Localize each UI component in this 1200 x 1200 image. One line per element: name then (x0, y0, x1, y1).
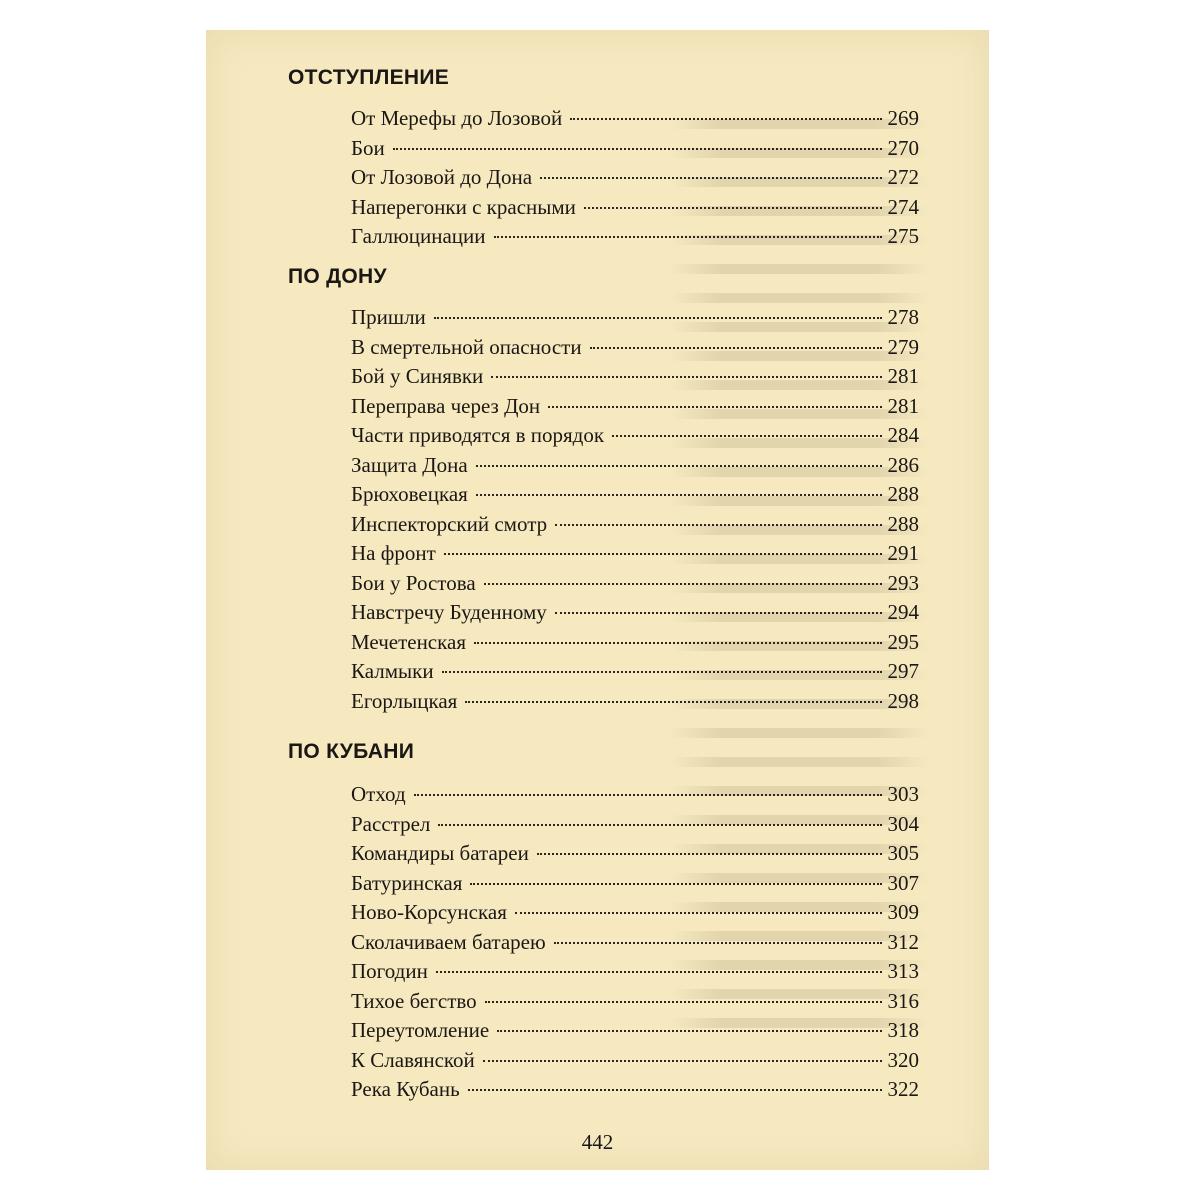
dot-leader (555, 612, 882, 614)
dot-leader (470, 883, 881, 885)
toc-entry (351, 928, 919, 958)
toc-entry (351, 163, 919, 193)
toc-entry (351, 1046, 919, 1076)
toc-entry-title: Бои (351, 135, 385, 160)
toc-entry (351, 451, 919, 481)
toc-entry-title: Батуринская (351, 870, 463, 895)
toc-entry (351, 1075, 919, 1105)
dot-leader (612, 435, 881, 437)
book-page (206, 30, 989, 1170)
toc-entry-page-number: 307 (887, 870, 919, 895)
toc-entry (351, 898, 919, 928)
toc-entry-title: Брюховецкая (351, 482, 468, 506)
toc-entry-page-number: 279 (887, 334, 919, 359)
toc-entry-title: На фронт (351, 541, 436, 565)
toc-entry-title: К Славянской (351, 1047, 475, 1072)
toc-entry-page-number: 293 (887, 570, 919, 595)
toc-entry-title: Погодин (351, 959, 428, 983)
dot-leader (436, 971, 882, 973)
dot-leader (555, 524, 881, 526)
toc-entry (351, 104, 919, 134)
toc-entry (351, 303, 919, 333)
toc-entry-page-number: 295 (887, 629, 919, 654)
section-title: ПО КУБАНИ (288, 740, 415, 763)
dot-leader (537, 853, 882, 855)
toc-entry-page-number: 269 (887, 106, 919, 130)
toc-entry-title: Бои у Ростова (351, 570, 476, 595)
section-entries (351, 104, 919, 252)
toc-entry-page-number: 309 (887, 900, 919, 924)
toc-entry-page-number: 291 (887, 541, 919, 565)
dot-leader (442, 671, 882, 673)
dot-leader (491, 376, 881, 378)
toc-entry (351, 193, 919, 223)
toc-entry-title: Егорлыцкая (351, 688, 458, 713)
dot-leader (485, 1001, 882, 1003)
toc-entry (351, 333, 919, 363)
toc-entry-title: В смертельной опасности (351, 334, 582, 359)
toc-entry-title: Расстрел (351, 811, 431, 836)
toc-entry (351, 569, 919, 599)
toc-entry-title: Переправа через Дон (351, 393, 541, 418)
toc-entry-page-number: 320 (887, 1047, 919, 1072)
toc-entry-title: Мечетенская (351, 629, 466, 654)
toc-entry (351, 598, 919, 628)
dot-leader (584, 207, 882, 209)
toc-entry-title: Инспекторский смотр (351, 511, 548, 536)
dot-leader (476, 494, 882, 496)
toc-entry (351, 810, 919, 840)
toc-entry-page-number: 278 (887, 305, 919, 329)
toc-entry-title: Калмыки (351, 659, 434, 683)
toc-entry-title: От Лозовой до Дона (351, 165, 533, 189)
toc-entry-title: Галлюцинации (351, 224, 486, 248)
toc-entry-page-number: 313 (887, 959, 919, 983)
dot-leader (414, 794, 882, 796)
dot-leader (434, 317, 882, 319)
toc-entry-title: От Мерефы до Лозовой (351, 106, 563, 130)
dot-leader (515, 912, 882, 914)
toc-entry (351, 222, 919, 252)
toc-entry (351, 421, 919, 451)
toc-entry-page-number: 281 (887, 393, 919, 418)
toc-entry-title: Река Кубань (351, 1077, 460, 1101)
toc-entry-title: Переутомление (351, 1018, 490, 1042)
table-of-contents (206, 30, 989, 1170)
toc-entry-page-number: 322 (887, 1077, 919, 1101)
toc-entry-title: Тихое бегство (351, 988, 477, 1013)
dot-leader (438, 824, 881, 826)
dot-leader (540, 177, 881, 179)
dot-leader (590, 347, 882, 349)
toc-entry-title: Части приводятся в порядок (351, 423, 605, 447)
toc-entry-page-number: 288 (887, 511, 919, 536)
dot-leader (474, 642, 882, 644)
toc-entry-page-number: 272 (887, 165, 919, 189)
section-entries (351, 303, 919, 716)
toc-entry (351, 839, 919, 869)
toc-entry (351, 134, 919, 164)
page-number: 442 (581, 1130, 614, 1154)
toc-entry-title: Сколачиваем батарею (351, 929, 546, 954)
toc-entry (351, 628, 919, 658)
toc-entry (351, 780, 919, 810)
dot-leader (483, 1060, 882, 1062)
toc-entry-title: Отход (351, 782, 406, 806)
toc-entry-title: Бой у Синявки (351, 364, 484, 388)
dot-leader (570, 118, 881, 120)
dot-leader (393, 148, 882, 150)
toc-entry-title: Навстречу Буденному (351, 600, 547, 624)
toc-entry-page-number: 286 (887, 452, 919, 477)
toc-entry-page-number: 281 (887, 364, 919, 388)
toc-entry (351, 957, 919, 987)
toc-entry-title: Защита Дона (351, 452, 468, 477)
toc-entry (351, 510, 919, 540)
toc-entry-title: Ново-Корсунская (351, 900, 507, 924)
toc-entry-page-number: 316 (887, 988, 919, 1013)
toc-entry (351, 480, 919, 510)
toc-entry (351, 1016, 919, 1046)
toc-entry-page-number: 303 (887, 782, 919, 806)
toc-entry (351, 392, 919, 422)
toc-entry-page-number: 298 (887, 688, 919, 713)
dot-leader (497, 1030, 881, 1032)
dot-leader (465, 701, 881, 703)
toc-entry-page-number: 288 (887, 482, 919, 506)
dot-leader (494, 236, 882, 238)
toc-entry (351, 687, 919, 717)
toc-entry-page-number: 305 (887, 841, 919, 865)
toc-entry-page-number: 270 (887, 135, 919, 160)
toc-entry-title: Наперегонки с красными (351, 194, 576, 219)
toc-entry-page-number: 274 (887, 194, 919, 219)
toc-entry-page-number: 284 (887, 423, 919, 447)
toc-entry-page-number: 294 (887, 600, 919, 624)
section-title: ОТСТУПЛЕНИЕ (288, 66, 450, 89)
toc-entry (351, 362, 919, 392)
section-title: ПО ДОНУ (288, 265, 387, 288)
toc-entry-title: Командиры батареи (351, 841, 529, 865)
dot-leader (444, 553, 882, 555)
toc-entry (351, 539, 919, 569)
toc-entry-title: Пришли (351, 305, 426, 329)
toc-entry-page-number: 318 (887, 1018, 919, 1042)
dot-leader (554, 942, 882, 944)
toc-entry-page-number: 312 (887, 929, 919, 954)
toc-entry (351, 987, 919, 1017)
section-entries (351, 780, 919, 1105)
toc-entry (351, 869, 919, 899)
toc-entry-page-number: 304 (887, 811, 919, 836)
dot-leader (476, 465, 882, 467)
toc-entry (351, 657, 919, 687)
toc-entry-page-number: 297 (887, 659, 919, 683)
dot-leader (468, 1089, 882, 1091)
dot-leader (548, 406, 881, 408)
dot-leader (484, 583, 882, 585)
toc-entry-page-number: 275 (887, 224, 919, 248)
